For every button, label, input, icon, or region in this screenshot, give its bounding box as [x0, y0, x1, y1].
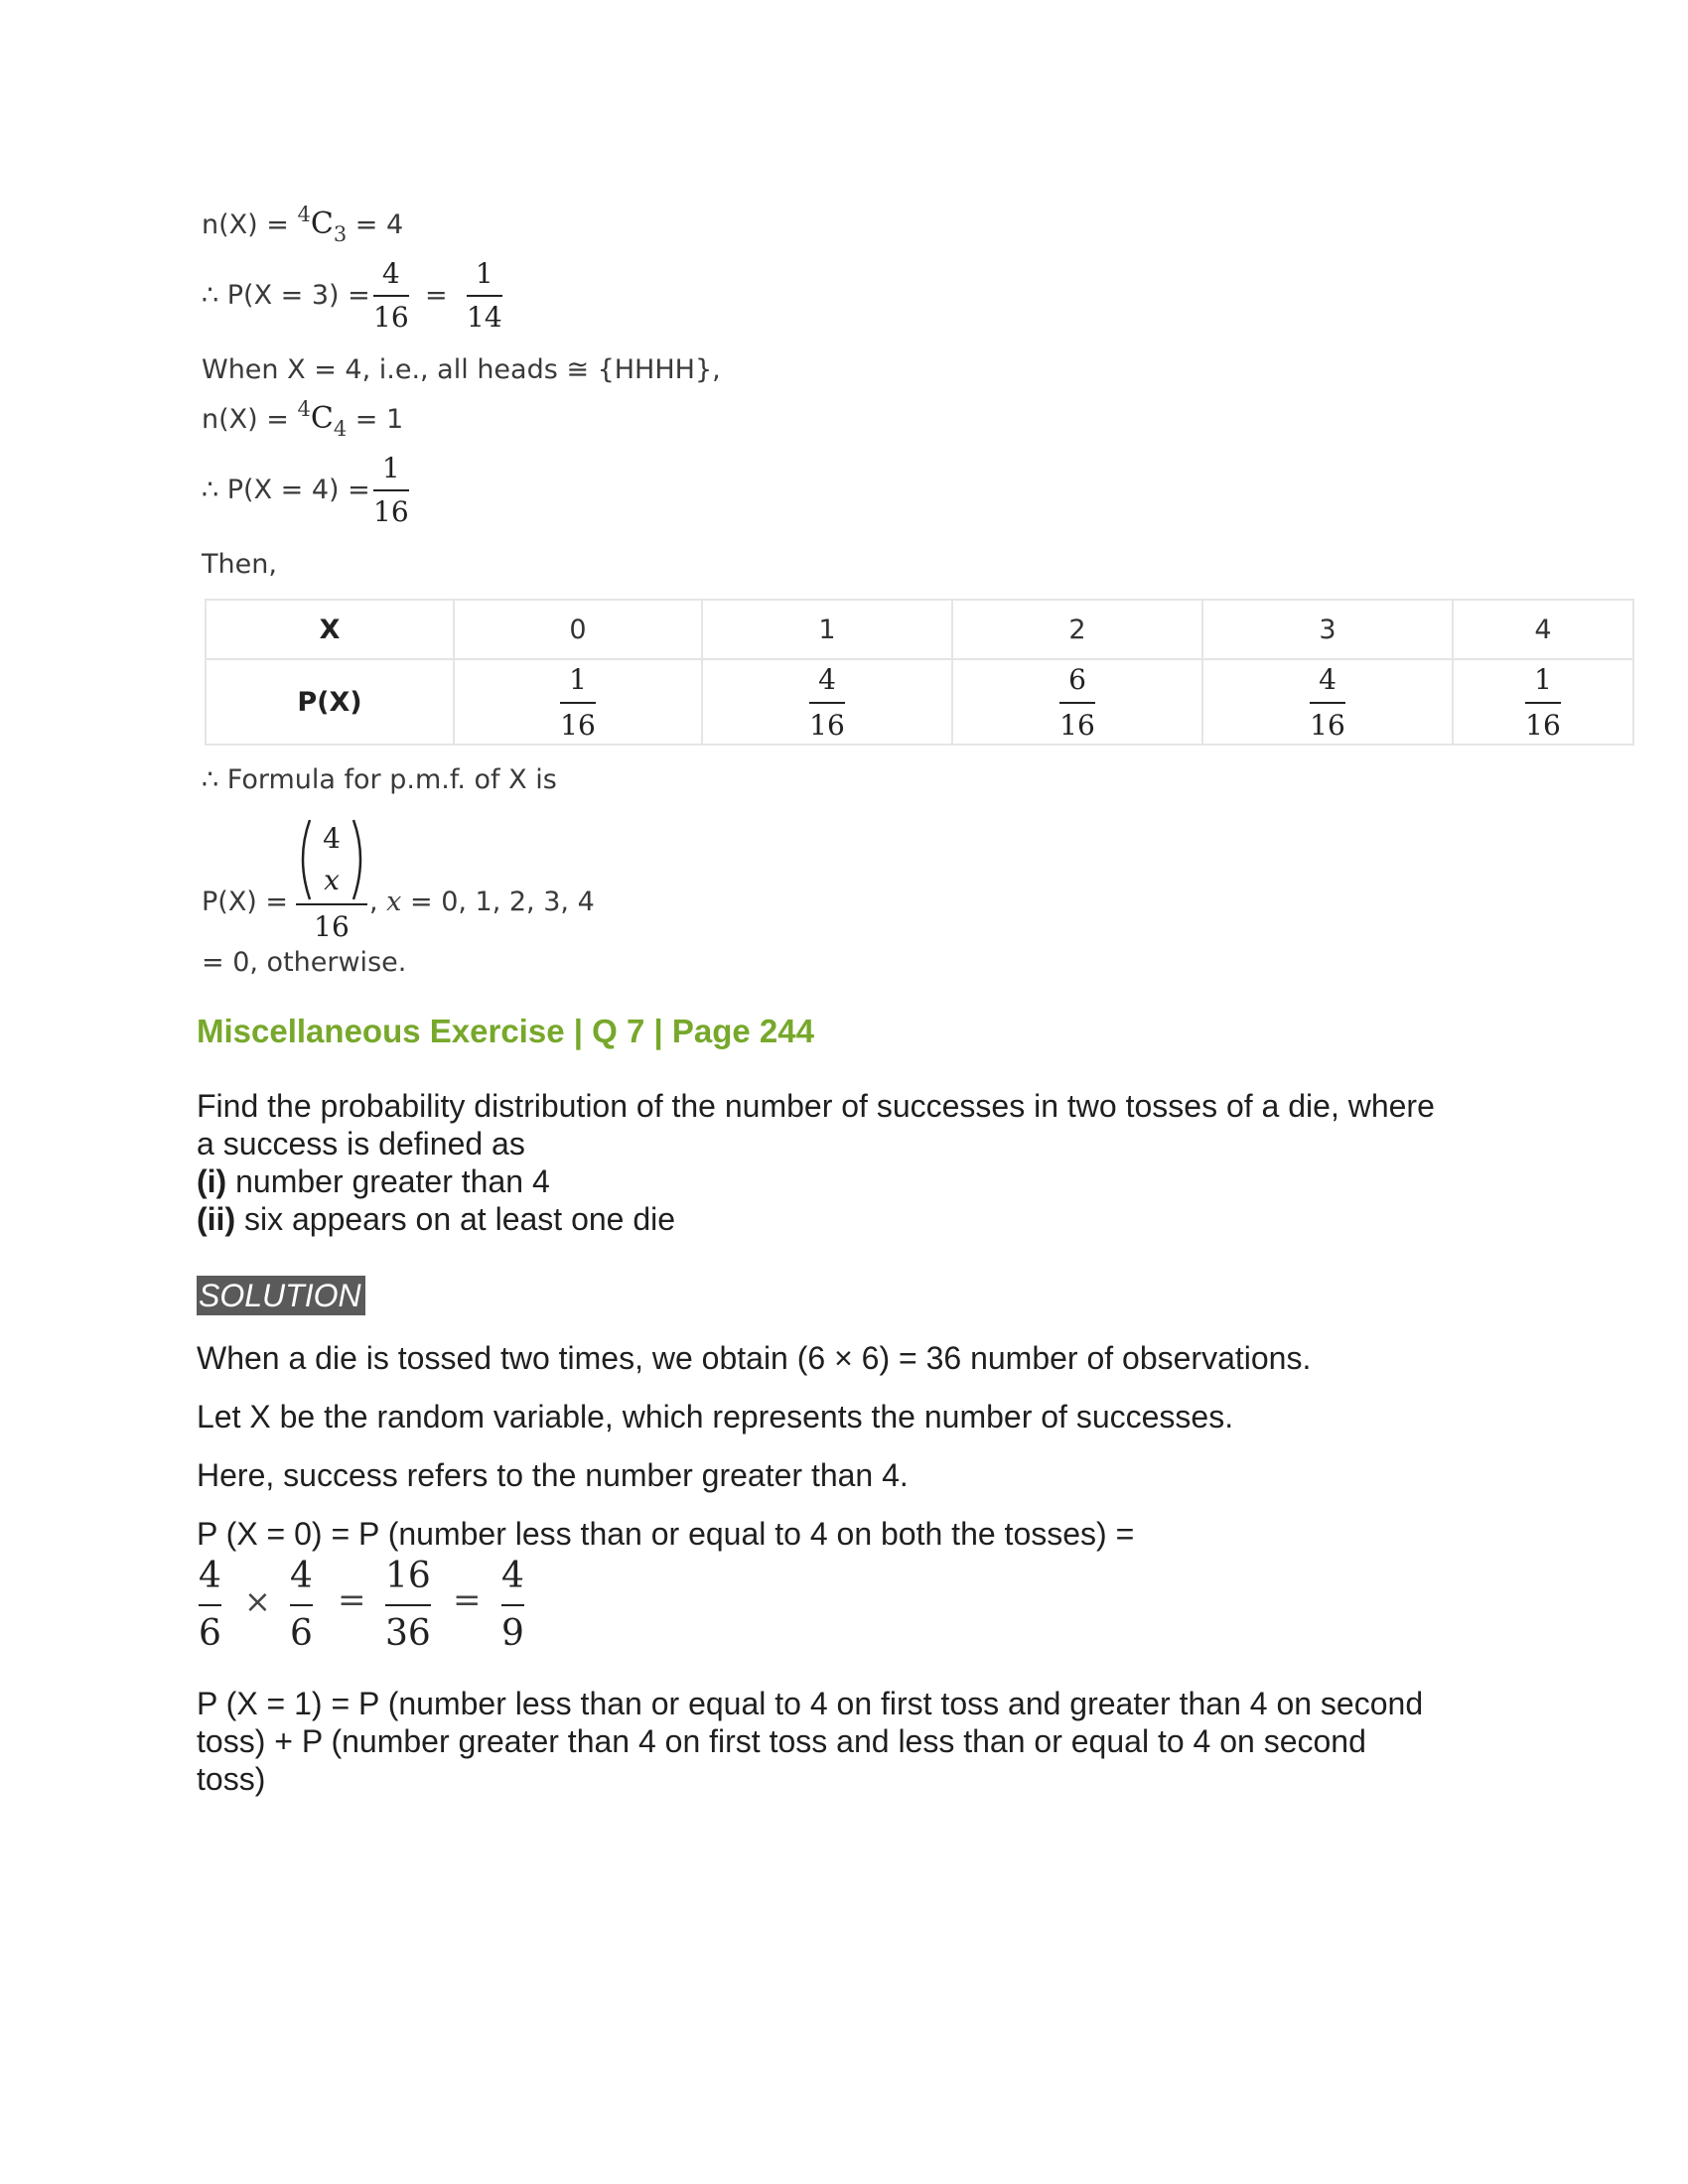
then-text: Then,: [202, 549, 277, 580]
binom-top: 4: [323, 822, 341, 855]
p-x-3-fraction-1: 4 16: [373, 257, 409, 334]
x-value-cell: 3: [1202, 600, 1453, 659]
probability-distribution-table: [205, 599, 1634, 746]
pmf-otherwise: = 0, otherwise.: [202, 947, 407, 978]
question-part-i: (i) number greater than 4: [197, 1163, 550, 1199]
equals-sign-2: =: [453, 1580, 482, 1620]
binom-bottom: x: [324, 864, 340, 896]
x-value-cell: 1: [702, 600, 952, 659]
eq-fraction-a: 4 6: [199, 1556, 221, 1654]
px-value-cell: $\frac{1}{16}$: [454, 659, 702, 745]
pmf-range: , x = 0, 1, 2, 3, 4: [369, 887, 595, 917]
pmf-binomial-fraction: [296, 816, 367, 943]
question-part-ii: (ii) six appears on at least one die: [197, 1201, 676, 1237]
fraction-bar: [296, 903, 367, 905]
solution-paragraph-1: When a die is tossed two times, we obtain (6 × 6) = 36 number of observations.: [197, 1340, 1312, 1376]
times-sign: ×: [244, 1582, 271, 1620]
equals-sign: =: [425, 280, 448, 311]
solution-paragraph-5-line-1: P (X = 1) = P (number less than or equal to 4 on first toss and greater than 4 on second: [197, 1686, 1424, 1721]
eq-fraction-d: 4 9: [501, 1556, 524, 1654]
question-line-2: a success is defined as: [197, 1126, 525, 1161]
solution-paragraph-5-line-2: toss) + P (number greater than 4 on first toss and less than or equal to 4 on second: [197, 1723, 1366, 1759]
px-value-cell: $\frac{4}{16}$: [1202, 659, 1453, 745]
p-x-3-label: ∴ P(X = 3) =: [202, 280, 370, 311]
eq-fraction-c: 16 36: [385, 1556, 431, 1654]
equals-sign-1: =: [338, 1580, 366, 1620]
eq-fraction-b: 4 6: [290, 1556, 313, 1654]
x-value-cell: 0: [454, 600, 702, 659]
question-line-1: Find the probability distribution of the number of successes in two tosses of a die, where: [197, 1088, 1435, 1124]
x-value-cell: 4: [1453, 600, 1633, 659]
table-row: [206, 659, 1633, 745]
px-value-cell: $\frac{4}{16}$: [702, 659, 952, 745]
question-heading: Miscellaneous Exercise | Q 7 | Page 244: [197, 1013, 814, 1049]
px-header-cell: P(X): [206, 659, 454, 745]
px-value-cell: $\frac{1}{16}$: [1453, 659, 1633, 745]
solution-paragraph-3: Here, success refers to the number greater than 4.: [197, 1457, 909, 1493]
when-x-4-text: When X = 4, i.e., all heads ≅ {HHHH},: [202, 354, 721, 385]
table-row: [206, 600, 1633, 659]
solution-paragraph-4: P (X = 0) = P (number less than or equal to 4 on both the tosses) =: [197, 1516, 1135, 1552]
p-x-4-label: ∴ P(X = 4) =: [202, 475, 370, 505]
x-value-cell: 2: [952, 600, 1202, 659]
px-value-cell: $\frac{6}{16}$: [952, 659, 1202, 745]
x-header-cell: X: [206, 600, 454, 659]
solution-paragraph-5-line-3: toss): [197, 1761, 266, 1797]
pmf-intro: ∴ Formula for p.m.f. of X is: [202, 764, 557, 795]
p-x-4-fraction: 1 16: [373, 452, 409, 528]
solution-badge: SOLUTION: [197, 1276, 365, 1315]
n-x-4-line: $n(X) = ^4C_4 = 1$: [202, 397, 404, 441]
n-x-3-line: $n(X) = ^4C_3 = 4$: [202, 203, 404, 246]
pmf-label: P(X) =: [202, 887, 289, 917]
p-x-3-fraction-2: 1 14: [467, 257, 502, 334]
pmf-denominator: 16: [314, 910, 350, 943]
solution-paragraph-2: Let X be the random variable, which represents the number of successes.: [197, 1399, 1234, 1434]
